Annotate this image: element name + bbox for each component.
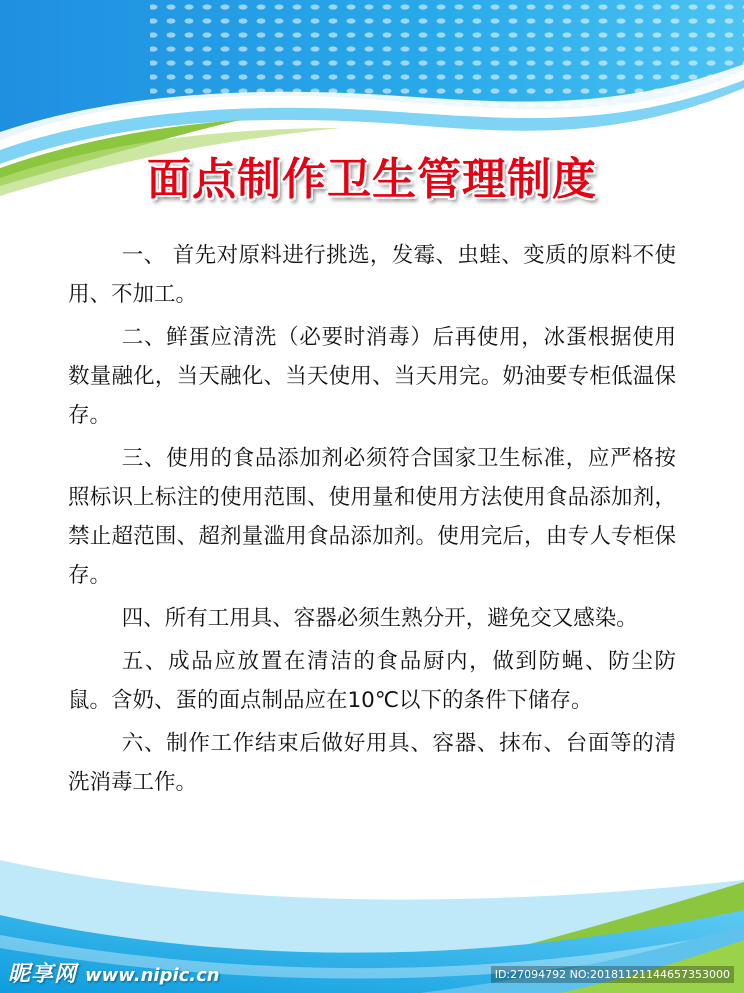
watermark-id: ID:27094792 NO:20181121144657353000	[491, 966, 734, 983]
rule-paragraph-6: 六、制作工作结束后做好用具、容器、抹布、台面等的清洗消毒工作。	[68, 731, 676, 795]
rule-paragraph-3: 三、使用的食品添加剂必须符合国家卫生标准，应严格按照标识上标注的使用范围、使用量和使用方法使用食品添加剂，禁止超范围、超剂量滥用食品添加剂。使用完后，由专人专柜保存。	[68, 446, 676, 588]
rule-paragraph-5: 五、成品应放置在清洁的食品厨内，做到防蝇、防尘防鼠。含奶、蛋的面点制品应在10℃以下的条件下储存。	[68, 649, 676, 713]
watermark-url: www.nipic.cn	[85, 965, 220, 986]
poster-title: 面点制作卫生管理制度	[147, 154, 597, 205]
watermark	[8, 957, 220, 991]
rule-paragraph-4: 四、所有工用具、容器必须生熟分开，避免交又感染。	[121, 606, 638, 631]
rule-paragraph-1: 一、 首先对原料进行挑选，发霉、虫蛙、变质的原料不使用、不加工。	[68, 243, 676, 307]
watermark-logo: 昵享网	[8, 962, 78, 987]
rule-paragraph-2: 二、鲜蛋应清洗（必要时消毒）后再使用，冰蛋根据使用数量融化，当天融化、当天使用、当天用完。奶油要专柜低温保存。	[68, 325, 676, 428]
rules-content	[68, 236, 676, 806]
